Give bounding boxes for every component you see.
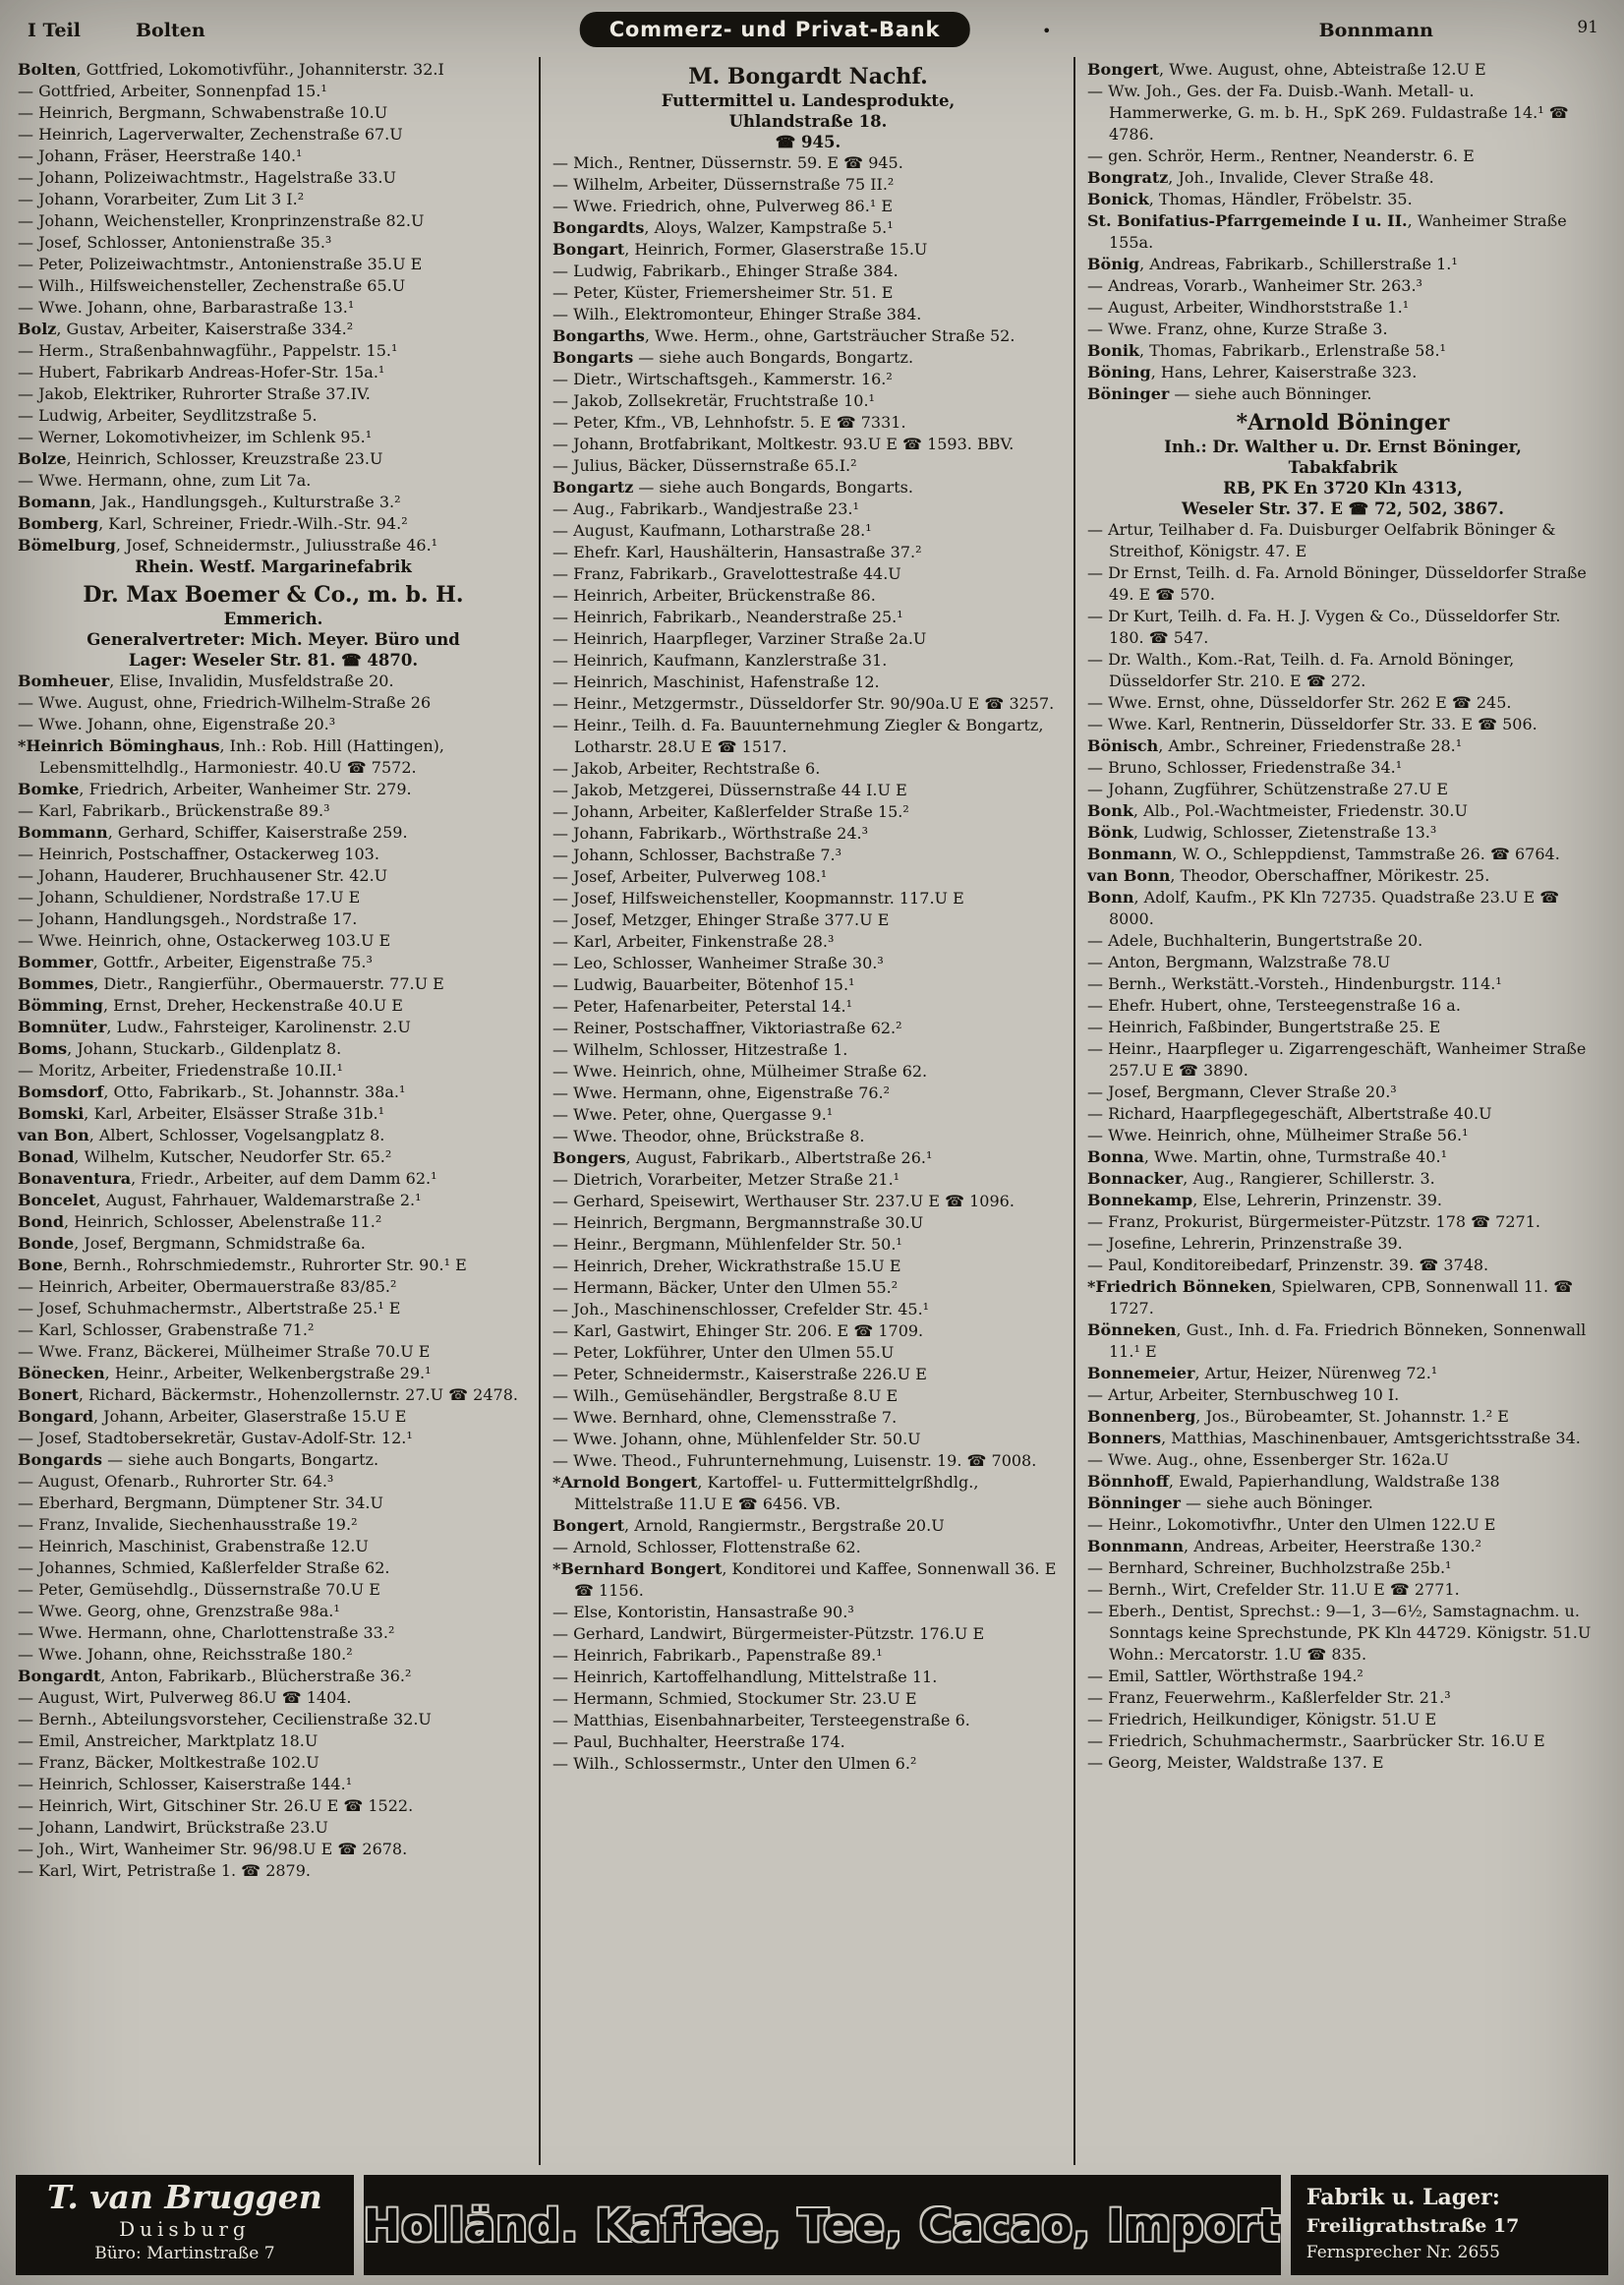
directory-entry: — Wwe. Johann, ohne, Mühlenfelder Str. 50.U [552,1430,921,1448]
directory-entry: — Ehefr. Karl, Haushälterin, Hansastraße 37.² [552,543,922,561]
directory-entry: Bonik, Thomas, Fabrikarb., Erlenstraße 58.¹ [1087,341,1446,360]
directory-entry: — August, Wirt, Pulverweg 86.U ☎ 1404. [18,1688,352,1707]
directory-entry: Bommer, Gottfr., Arbeiter, Eigenstraße 75.³ [18,953,373,971]
directory-entry: Bönisch, Ambr., Schreiner, Friedenstraße 28.¹ [1087,736,1463,755]
directory-entry: — Johann, Fabrikarb., Wörthstraße 24.³ [552,824,869,843]
directory-entry: — Jakob, Arbeiter, Rechtstraße 6. [552,759,821,778]
directory-heading: Inh.: Dr. Walther u. Dr. Ernst Böninger, [1164,438,1522,456]
directory-entry: — Ww. Joh., Ges. der Fa. Duisb.-Wanh. Metall- u. Hammerwerke, G. m. b. H., SpK 269. Fuldastraße 14.¹ ☎ 4786. [1087,82,1569,144]
directory-entry: — Johann, Landwirt, Brückstraße 23.U [18,1818,328,1837]
directory-entry: — Heinrich, Arbeiter, Brückenstraße 86. [552,586,876,605]
directory-entry: — Peter, Lokführer, Unter den Ulmen 55.U [552,1343,895,1362]
directory-entry: — Heinrich, Kaufmann, Kanzlerstraße 31. [552,651,888,670]
directory-entry: Bomheuer, Elise, Invalidin, Musfeldstraße 20. [18,672,394,690]
directory-heading: Generalvertreter: Mich. Meyer. Büro und [87,630,460,649]
directory-entry: Bomberg, Karl, Schreiner, Friedr.-Wilh.-Str. 94.² [18,514,408,533]
directory-entry: van Bon, Albert, Schlosser, Vogelsangplatz 8. [18,1126,385,1144]
directory-entry: — Georg, Meister, Waldstraße 137. E [1087,1753,1384,1772]
directory-entry: — Heinrich, Wirt, Gitschiner Str. 26.U E ☎ 1522. [18,1796,414,1815]
directory-entry: — Wwe. Peter, ohne, Quergasse 9.¹ [552,1105,834,1124]
directory-entry: — Andreas, Vorarb., Wanheimer Str. 263.³ [1087,276,1422,295]
page-header [28,12,1600,57]
directory-entry: — August, Kaufmann, Lotharstraße 28.¹ [552,521,872,540]
directory-entry: Bolz, Gustav, Arbeiter, Kaiserstraße 334.² [18,320,354,338]
directory-entry: — Heinr., Lokomotivfhr., Unter den Ulmen 122.U E [1087,1515,1496,1534]
advertiser-name: T. van Bruggen [47,2178,322,2216]
directory-entry: — Wwe. Hermann, ohne, Charlottenstraße 33.² [18,1623,395,1642]
directory-entry: Bömming, Ernst, Dreher, Heckenstraße 40.U E [18,996,403,1015]
directory-entry: — Heinrich, Fabrikarb., Papenstraße 89.¹ [552,1646,883,1665]
advert-factory-label: Fabrik u. Lager: [1305,2185,1500,2210]
directory-entry: — Wwe. Theod., Fuhrunternehmung, Luisenstr. 19. ☎ 7008. [552,1451,1037,1470]
directory-entry: — Josefine, Lehrerin, Prinzenstraße 39. [1087,1234,1403,1253]
directory-entry: Bomski, Karl, Arbeiter, Elsässer Straße 31b.¹ [18,1104,384,1123]
directory-entry: — Leo, Schlosser, Wanheimer Straße 30.³ [552,954,884,972]
directory-entry: Bonners, Matthias, Maschinenbauer, Amtsgerichtsstraße 34. [1087,1429,1581,1447]
directory-entry: — Johann, Polizeiwachtmstr., Hagelstraße 33.U [18,168,396,187]
column-2 [539,57,1073,2165]
directory-entry: — Heinrich, Dreher, Wickrathstraße 15.U E [552,1257,901,1275]
directory-entry: — Heinrich, Kartoffelhandlung, Mittelstraße 11. [552,1668,938,1686]
left-guide-word: Bolten [136,20,205,41]
directory-entry: Bommes, Dietr., Rangierführ., Obermauerstr. 77.U E [18,974,444,993]
directory-entry: — Karl, Schlosser, Grabenstraße 71.² [18,1320,315,1339]
directory-entry: — Wwe. Johann, ohne, Eigenstraße 20.³ [18,715,336,733]
directory-entry: — Jakob, Zollsekretär, Fruchtstraße 10.¹ [552,391,875,410]
directory-entry: — Wwe. Hermann, ohne, Eigenstraße 76.² [552,1084,891,1102]
directory-entry: — Heinrich, Bergmann, Bergmannstraße 30.U [552,1213,924,1232]
directory-entry: — Heinrich, Fabrikarb., Neanderstraße 25.¹ [552,608,903,626]
advert-footer [16,2175,1608,2275]
column-3 [1073,57,1608,2165]
directory-entry: — Peter, Hafenarbeiter, Peterstal 14.¹ [552,997,853,1016]
directory-entry: — Karl, Fabrikarb., Brückenstraße 89.³ [18,801,330,820]
directory-entry: — Johann, Handlungsgeh., Nordstraße 17. [18,909,358,928]
directory-entry: Bone, Bernh., Rohrschmiedemstr., Ruhrorter Str. 90.¹ E [18,1256,467,1274]
advertiser-city: Duisburg [119,2217,251,2241]
directory-entry: Bönig, Andreas, Fabrikarb., Schillerstraße 1.¹ [1087,255,1458,273]
directory-entry: — gen. Schrör, Herm., Rentner, Neanderstr. 6. E [1087,146,1475,165]
directory-entry: — Friedrich, Schuhmachermstr., Saarbrücker Str. 16.U E [1087,1731,1545,1750]
directory-entry: — Johannes, Schmied, Kaßlerfelder Straße 62. [18,1558,390,1577]
directory-entry: — Wwe. August, ohne, Friedrich-Wilhelm-Straße 26 [18,693,432,712]
directory-entry: — Arnold, Schlosser, Flottenstraße 62. [552,1538,861,1556]
directory-entry: van Bonn, Theodor, Oberschaffner, Mörikestr. 25. [1087,866,1490,885]
bank-ad-banner: Commerz- und Privat-Bank [580,12,970,47]
directory-entry: Bongartz — siehe auch Bongards, Bongarts. [552,478,913,497]
directory-entry: — Bernh., Abteilungsvorsteher, Cecilienstraße 32.U [18,1710,432,1728]
directory-entry: — Jakob, Metzgerei, Düssernstraße 44 I.U E [552,781,907,799]
directory-entry: — Julius, Bäcker, Düssernstraße 65.I.² [552,456,857,475]
directory-entry: — Heinr., Metzgermstr., Düsseldorfer Str. 90/90a.U E ☎ 3257. [552,694,1055,713]
directory-entry: — Hermann, Schmied, Stockumer Str. 23.U E [552,1689,917,1708]
directory-entry: — Wwe. Heinrich, ohne, Mülheimer Straße 56.¹ [1087,1126,1469,1144]
directory-entry: — Johann, Brotfabrikant, Moltkestr. 93.U E ☎ 1593. BBV. [552,435,1015,453]
directory-entry: — Moritz, Arbeiter, Friedenstraße 10.II.¹ [18,1061,343,1080]
directory-entry: Bongarths, Wwe. Herm., ohne, Gartsträucher Straße 52. [552,326,1015,345]
directory-entry: — August, Arbeiter, Windhorststraße 1.¹ [1087,298,1410,317]
directory-entry: Bönnhoff, Ewald, Papierhandlung, Waldstraße 138 [1087,1472,1500,1491]
directory-entry: — Heinrich, Arbeiter, Obermauerstraße 83/85.² [18,1277,397,1296]
directory-entry: — Adele, Buchhalterin, Bungertstraße 20. [1087,931,1423,950]
directory-entry: Bönninger — siehe auch Böninger. [1087,1494,1373,1512]
advert-center-box [364,2175,1281,2275]
directory-heading: M. Bongardt Nachf. [688,64,928,89]
directory-entry: Bonk, Alb., Pol.-Wachtmeister, Friedenstr. 30.U [1087,801,1468,820]
advertiser-office: Büro: Martinstraße 7 [94,2244,275,2263]
directory-entry: Bongardt, Anton, Fabrikarb., Blücherstraße 36.² [18,1667,412,1685]
directory-entry: Bomnüter, Ludw., Fahrsteiger, Karolinenstr. 2.U [18,1018,411,1036]
directory-entry: — Wwe. Bernhard, ohne, Clemensstraße 7. [552,1408,898,1427]
directory-heading: ☎ 945. [775,133,841,151]
directory-entry: — Emil, Sattler, Wörthstraße 194.² [1087,1667,1363,1685]
directory-entry: — Heinr., Teilh. d. Fa. Bauunternehmung Ziegler & Bongartz, Lotharstr. 28.U E ☎ 1517. [552,716,1044,756]
directory-entry: — Richard, Haarpflegegeschäft, Albertstraße 40.U [1087,1104,1492,1123]
column-1 [16,57,539,2165]
directory-entry: — Franz, Feuerwehrm., Kaßlerfelder Str. 21.³ [1087,1688,1451,1707]
directory-entry: — Dr Ernst, Teilh. d. Fa. Arnold Böninger, Düsseldorfer Straße 49. E ☎ 570. [1087,563,1587,604]
directory-entry: — Wwe. Franz, ohne, Kurze Straße 3. [1087,320,1388,338]
directory-entry: Bönneken, Gust., Inh. d. Fa. Friedrich Bönneken, Sonnenwall 11.¹ E [1087,1320,1587,1361]
directory-entry: — Werner, Lokomotivheizer, im Schlenk 95.¹ [18,428,373,446]
directory-entry: Bonnemeier, Artur, Heizer, Nürenweg 72.¹ [1087,1364,1438,1382]
directory-entry: — Peter, Polizeiwachtmstr., Antonienstraße 35.U E [18,255,423,273]
directory-entry: — Heinrich, Haarpfleger, Varziner Straße 2a.U [552,629,927,648]
directory-entry: Bomann, Jak., Handlungsgeh., Kulturstraße 3.² [18,493,401,511]
directory-entry: Bongards — siehe auch Bongarts, Bongartz. [18,1450,379,1469]
directory-entry: — Johann, Weichensteller, Kronprinzenstraße 82.U [18,211,425,230]
right-guide-word: Bonnmann [1318,20,1433,41]
directory-entry: — Jakob, Elektriker, Ruhrorter Straße 37.IV. [18,384,371,403]
directory-entry: — Wilh., Gemüsehändler, Bergstraße 8.U E [552,1386,899,1405]
directory-entry: — Franz, Bäcker, Moltkestraße 102.U [18,1753,319,1772]
directory-entry: — Friedrich, Heilkundiger, Königstr. 51.U E [1087,1710,1437,1728]
directory-entry: — Johann, Schuldiener, Nordstraße 17.U E [18,888,361,907]
directory-entry: Böning, Hans, Lehrer, Kaiserstraße 323. [1087,363,1418,381]
directory-heading: Weseler Str. 37. E ☎ 72, 502, 3867. [1182,499,1504,518]
directory-entry: — Gerhard, Speisewirt, Werthauser Str. 237.U E ☎ 1096. [552,1192,1015,1210]
directory-entry: — Dr Kurt, Teilh. d. Fa. H. J. Vygen & Co., Düsseldorfer Str. 180. ☎ 547. [1087,607,1561,647]
directory-heading: Emmerich. [223,610,323,628]
directory-entry: — Wwe. Theodor, ohne, Brückstraße 8. [552,1127,865,1145]
directory-entry: — Joh., Wirt, Wanheimer Str. 96/98.U E ☎ 2678. [18,1840,408,1858]
directory-entry: — Reiner, Postschaffner, Viktoriastraße 62.² [552,1019,902,1037]
page-number: 91 [1577,18,1598,37]
directory-entry: — Josef, Hilfsweichensteller, Koopmannstr. 117.U E [552,889,964,908]
directory-entry: — Bernhard, Schreiner, Buchholzstraße 25b.¹ [1087,1558,1452,1577]
directory-heading: RB, PK En 3720 Kln 4313, [1223,479,1463,498]
directory-entry: — Heinrich, Postschaffner, Ostackerweg 103. [18,845,379,863]
directory-entry: Bongarts — siehe auch Bongards, Bongartz. [552,348,914,367]
directory-heading: *Arnold Böninger [1236,410,1450,436]
directory-entry: — Eberh., Dentist, Sprechst.: 9—1, 3—6½, Samstagnachm. u. Sonntags keine Sprechstunde, PK Kln 44729. Königstr. 51.U Wohn.: Mercatorstr. 1.U ☎ 835. [1087,1602,1592,1664]
directory-entry: — Else, Kontoristin, Hansastraße 90.³ [552,1603,854,1621]
directory-entry: Bömelburg, Josef, Schneidermstr., Juliusstraße 46.¹ [18,536,438,555]
directory-entry: *Heinrich Böminghaus, Inh.: Rob. Hill (Hattingen), Lebensmittelhdlg., Harmoniestr. 40.U ☎ 7572. [18,736,445,777]
directory-entry: — Franz, Prokurist, Bürgermeister-Pützstr. 178 ☎ 7271. [1087,1212,1540,1231]
directory-entry: — Johann, Fräser, Heerstraße 140.¹ [18,146,303,165]
directory-heading: Futtermittel u. Landesprodukte, [661,91,956,110]
directory-entry: Bomsdorf, Otto, Fabrikarb., St. Johannstr. 38a.¹ [18,1083,406,1101]
directory-entry: Bolten, Gottfried, Lokomotivführ., Johanniterstr. 32.I [18,60,444,79]
directory-entry: — Dietrich, Vorarbeiter, Metzer Straße 21.¹ [552,1170,900,1189]
advert-right-box [1291,2175,1608,2275]
directory-entry: Bönecken, Heinr., Arbeiter, Welkenbergstraße 29.¹ [18,1364,432,1382]
directory-entry: *Arnold Bongert, Kartoffel- u. Futtermittelgrßhdlg., Mittelstraße 11.U E ☎ 6456. VB. [552,1473,979,1513]
directory-entry: — Ludwig, Arbeiter, Seydlitzstraße 5. [18,406,318,425]
directory-entry: — Karl, Wirt, Petristraße 1. ☎ 2879. [18,1861,311,1880]
directory-columns [16,57,1608,2165]
directory-entry: — Gerhard, Landwirt, Bürgermeister-Pützstr. 176.U E [552,1624,985,1643]
directory-entry: Bonna, Wwe. Martin, ohne, Turmstraße 40.¹ [1087,1147,1447,1166]
directory-entry: — Eberhard, Bergmann, Dümptener Str. 34.U [18,1494,383,1512]
directory-entry: — Wwe. Georg, ohne, Grenzstraße 98a.¹ [18,1602,340,1620]
directory-entry: — Wwe. Heinrich, ohne, Mülheimer Straße 62. [552,1062,928,1081]
directory-entry: — Heinrich, Maschinist, Hafenstraße 12. [552,673,880,691]
directory-entry: — Joh., Maschinenschlosser, Crefelder Str. 45.¹ [552,1300,930,1318]
directory-entry: — Wilh., Schlossermstr., Unter den Ulmen 6.² [552,1754,917,1773]
directory-entry: — Gottfried, Arbeiter, Sonnenpfad 15.¹ [18,82,327,100]
directory-entry: Bongratz, Joh., Invalide, Clever Straße 48. [1087,168,1434,187]
directory-entry: — Josef, Bergmann, Clever Straße 20.³ [1087,1083,1397,1101]
directory-entry: Boncelet, August, Fahrhauer, Waldemarstraße 2.¹ [18,1191,422,1209]
directory-entry: Bönk, Ludwig, Schlosser, Zietenstraße 13.³ [1087,823,1437,842]
directory-entry: *Friedrich Bönneken, Spielwaren, CPB, Sonnenwall 11. ☎ 1727. [1087,1277,1574,1318]
directory-heading: Uhlandstraße 18. [728,112,888,131]
directory-heading: Rhein. Westf. Margarinefabrik [135,557,412,576]
directory-entry: — Dietr., Wirtschaftsgeh., Kammerstr. 16.² [552,370,893,388]
directory-entry: — Wwe. Friedrich, ohne, Pulverweg 86.¹ E [552,197,893,215]
directory-entry: — Bernh., Werkstätt.-Vorsteh., Hindenburgstr. 114.¹ [1087,974,1502,993]
directory-entry: — Aug., Fabrikarb., Wandjestraße 23.¹ [552,499,859,518]
directory-entry: — Wilh., Elektromonteur, Ehinger Straße 384. [552,305,922,323]
directory-entry: — Johann, Arbeiter, Kaßlerfelder Straße 15.² [552,802,909,821]
advert-left-box [16,2175,354,2275]
directory-entry: — Heinrich, Maschinist, Grabenstraße 12.U [18,1537,369,1555]
directory-entry: — Johann, Schlosser, Bachstraße 7.³ [552,846,841,864]
directory-entry: Bongard, Johann, Arbeiter, Glaserstraße 15.U E [18,1407,407,1426]
directory-entry: Bonnenberg, Jos., Bürobeamter, St. Johannstr. 1.² E [1087,1407,1509,1426]
part-label: I Teil [28,20,81,41]
directory-entry: Bonick, Thomas, Händler, Fröbelstr. 35. [1087,190,1413,208]
directory-entry: — Peter, Küster, Friemersheimer Str. 51. E [552,283,894,302]
directory-entry: — Wilh., Hilfsweichensteller, Zechenstraße 65.U [18,276,406,295]
directory-entry: — Wwe. Karl, Rentnerin, Düsseldorfer Str. 33. E ☎ 506. [1087,715,1537,733]
directory-entry: — Josef, Arbeiter, Pulverweg 108.¹ [552,867,828,886]
directory-entry: — Dr. Walth., Kom.-Rat, Teilh. d. Fa. Arnold Böninger, Düsseldorfer Str. 210. E ☎ 272. [1087,650,1515,690]
directory-entry: — Paul, Buchhalter, Heerstraße 174. [552,1732,845,1751]
advert-slogan: Holländ. Kaffee, Tee, Cacao, Import [363,2198,1281,2252]
directory-entry: — Heinr., Haarpfleger u. Zigarrengeschäft, Wanheimer Straße 257.U E ☎ 3890. [1087,1039,1587,1080]
directory-entry: — Artur, Arbeiter, Sternbuschweg 10 I. [1087,1385,1400,1404]
directory-entry: — Franz, Fabrikarb., Gravelottestraße 44.U [552,564,901,583]
directory-entry: — Heinrich, Faßbinder, Bungertstraße 25. E [1087,1018,1441,1036]
directory-entry: — Wwe. Johann, ohne, Barbarastraße 13.¹ [18,298,355,317]
directory-entry: — Bruno, Schlosser, Friedenstraße 34.¹ [1087,758,1403,777]
directory-entry: — Wwe. Ernst, ohne, Düsseldorfer Str. 262 E ☎ 245. [1087,693,1512,712]
directory-entry: — Ludwig, Fabrikarb., Ehinger Straße 384. [552,262,899,280]
directory-entry: *Bernhard Bongert, Konditorei und Kaffee, Sonnenwall 36. E ☎ 1156. [552,1559,1057,1600]
directory-entry: Bonad, Wilhelm, Kutscher, Neudorfer Str. 65.² [18,1147,392,1166]
directory-entry: — Johann, Hauderer, Bruchhausener Str. 42.U [18,866,388,885]
directory-entry: Bonnacker, Aug., Rangierer, Schillerstr. 3. [1087,1169,1435,1188]
directory-entry: — Herm., Straßenbahnwagführ., Pappelstr. 15.¹ [18,341,398,360]
directory-entry: — Wilhelm, Arbeiter, Düssernstraße 75 II.² [552,175,895,194]
directory-heading: Lager: Weseler Str. 81. ☎ 4870. [128,651,419,670]
directory-entry: — Matthias, Eisenbahnarbeiter, Tersteegenstraße 6. [552,1711,970,1729]
directory-entry: — Wwe. Hermann, ohne, zum Lit 7a. [18,471,312,490]
directory-entry: — Anton, Bergmann, Walzstraße 78.U [1087,953,1391,971]
directory-entry: — Paul, Konditoreibedarf, Prinzenstr. 39. ☎ 3748. [1087,1256,1489,1274]
directory-entry: — Wwe. Franz, Bäckerei, Mülheimer Straße 70.U E [18,1342,431,1361]
directory-entry: — Heinrich, Lagerverwalter, Zechenstraße 67.U [18,125,403,144]
directory-entry: — Franz, Invalide, Siechenhausstraße 19.² [18,1515,358,1534]
directory-entry: Bongers, August, Fabrikarb., Albertstraße 26.¹ [552,1148,933,1167]
directory-entry: — Josef, Schlosser, Antonienstraße 35.³ [18,233,332,252]
directory-entry: — Heinrich, Schlosser, Kaiserstraße 144.¹ [18,1775,353,1793]
directory-entry: — Peter, Gemüsehdlg., Düssernstraße 70.U E [18,1580,380,1599]
directory-entry: Bongert, Arnold, Rangiermstr., Bergstraße 20.U [552,1516,945,1535]
directory-entry: — Wwe. Aug., ohne, Essenberger Str. 162a.U [1087,1450,1449,1469]
directory-entry: — Hermann, Bäcker, Unter den Ulmen 55.² [552,1278,899,1297]
directory-entry: St. Bonifatius-Pfarrgemeinde I u. II., Wanheimer Straße 155a. [1087,211,1567,252]
directory-entry: Bongert, Wwe. August, ohne, Abteistraße 12.U E [1087,60,1486,79]
directory-entry: Boms, Johann, Stuckarb., Gildenplatz 8. [18,1039,342,1058]
directory-entry: — Wwe. Johann, ohne, Reichsstraße 180.² [18,1645,353,1664]
directory-entry: — Hubert, Fabrikarb Andreas-Hofer-Str. 15a.¹ [18,363,385,381]
directory-entry: — Mich., Rentner, Düssernstr. 59. E ☎ 945. [552,153,903,172]
directory-entry: — Josef, Schuhmachermstr., Albertstraße 25.¹ E [18,1299,401,1318]
directory-entry: — Ludwig, Bauarbeiter, Bötenhof 15.¹ [552,975,855,994]
directory-entry: Bolze, Heinrich, Schlosser, Kreuzstraße 23.U [18,449,383,468]
directory-entry: Bonde, Josef, Bergmann, Schmidstraße 6a. [18,1234,366,1253]
directory-entry: — Wwe. Heinrich, ohne, Ostackerweg 103.U E [18,931,391,950]
directory-entry: Bonaventura, Friedr., Arbeiter, auf dem Damm 62.¹ [18,1169,437,1188]
directory-entry: — Emil, Anstreicher, Marktplatz 18.U [18,1731,319,1750]
directory-entry: — Josef, Stadtobersekretär, Gustav-Adolf-Str. 12.¹ [18,1429,413,1447]
directory-entry: Bonnekamp, Else, Lehrerin, Prinzenstr. 39. [1087,1191,1442,1209]
directory-entry: — Peter, Schneidermstr., Kaiserstraße 226.U E [552,1365,927,1383]
directory-entry: Bommann, Gerhard, Schiffer, Kaiserstraße 259. [18,823,408,842]
advert-factory-street: Freiligrathstraße 17 [1305,2215,1520,2237]
directory-entry: Bonert, Richard, Bäckermstr., Hohenzollernstr. 27.U ☎ 2478. [18,1385,518,1404]
separator-dot: • [1042,22,1052,40]
directory-entry: Bond, Heinrich, Schlosser, Abelenstraße 11.² [18,1212,382,1231]
directory-entry: — Heinr., Bergmann, Mühlenfelder Str. 50.¹ [552,1235,902,1254]
directory-entry: Bonn, Adolf, Kaufm., PK Kln 72735. Quadstraße 23.U E ☎ 8000. [1087,888,1560,928]
directory-entry: — Artur, Teilhaber d. Fa. Duisburger Oelfabrik Böninger & Streithof, Königstr. 47. E [1087,520,1556,560]
directory-entry: — Karl, Gastwirt, Ehinger Str. 206. E ☎ 1709. [552,1321,924,1340]
directory-entry: — Ehefr. Hubert, ohne, Tersteegenstraße 16 a. [1087,996,1461,1015]
directory-entry: — Bernh., Wirt, Crefelder Str. 11.U E ☎ 2771. [1087,1580,1460,1599]
directory-entry: Bongart, Heinrich, Former, Glaserstraße 15.U [552,240,928,259]
directory-heading: Dr. Max Boemer & Co., m. b. H. [83,582,464,608]
directory-entry: — Josef, Metzger, Ehinger Straße 377.U E [552,910,890,929]
directory-entry: — Johann, Vorarbeiter, Zum Lit 3 I.² [18,190,305,208]
directory-entry: Böninger — siehe auch Bönninger. [1087,384,1372,403]
directory-entry: — August, Ofenarb., Ruhrorter Str. 64.³ [18,1472,334,1491]
directory-entry: — Heinrich, Bergmann, Schwabenstraße 10.U [18,103,388,122]
directory-entry: — Peter, Kfm., VB, Lehnhofstr. 5. E ☎ 7331. [552,413,906,432]
directory-entry: Bomke, Friedrich, Arbeiter, Wanheimer Str. 279. [18,780,412,798]
directory-heading: Tabakfabrik [1288,458,1398,477]
directory-entry: — Johann, Zugführer, Schützenstraße 27.U E [1087,780,1449,798]
directory-entry: Bongardts, Aloys, Walzer, Kampstraße 5.¹ [552,218,894,237]
directory-entry: Bonnmann, Andreas, Arbeiter, Heerstraße 130.² [1087,1537,1481,1555]
directory-entry: — Karl, Arbeiter, Finkenstraße 28.³ [552,932,835,951]
directory-entry: Bonmann, W. O., Schleppdienst, Tammstraße 26. ☎ 6764. [1087,845,1560,863]
directory-entry: — Wilhelm, Schlosser, Hitzestraße 1. [552,1040,848,1059]
advert-phone: Fernsprecher Nr. 2655 [1305,2243,1500,2262]
